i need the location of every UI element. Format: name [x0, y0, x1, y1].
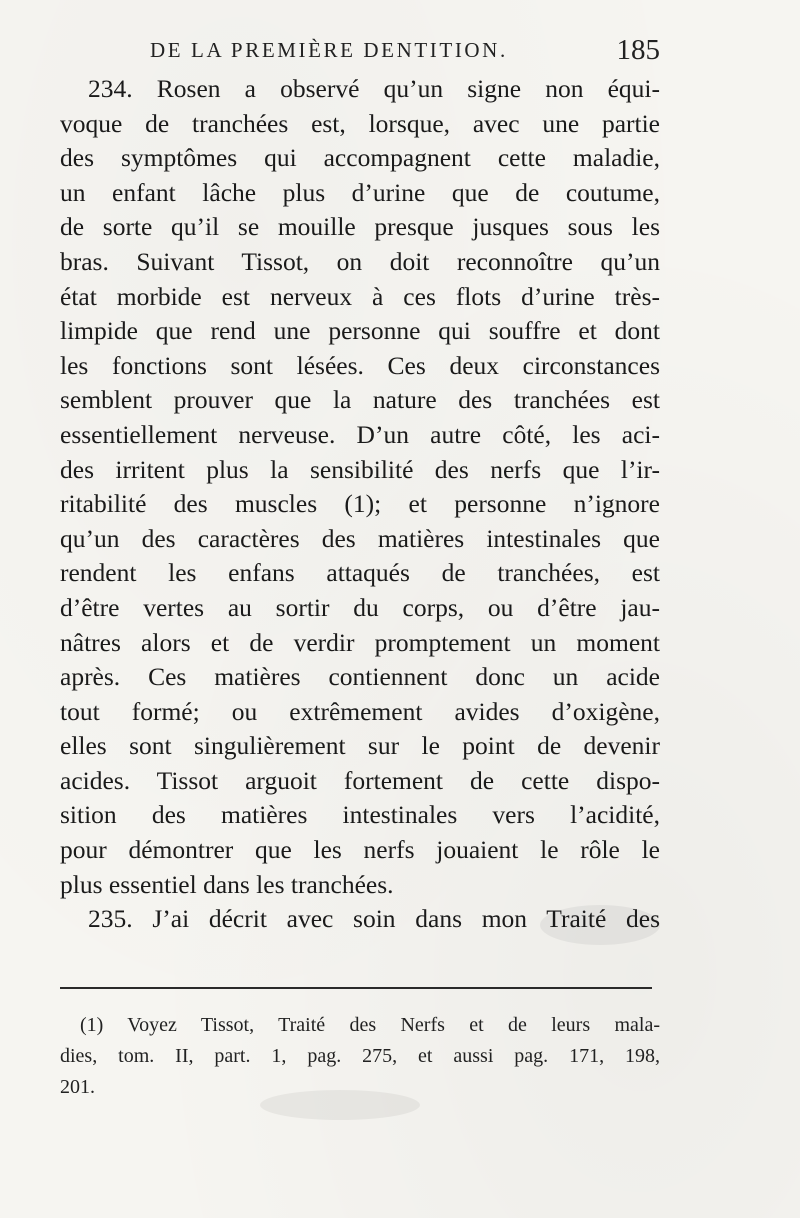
text-line: limpide que rend une personne qui souffre et dont	[60, 316, 660, 346]
text-line: après. Ces matières contiennent donc un acide	[60, 662, 660, 692]
text-line: nâtres alors et de verdir promptement un moment	[60, 627, 660, 657]
text-line: acides. Tissot arguoit fortement de cette dispo-	[60, 765, 660, 795]
text-line: un enfant lâche plus d’urine que de coutume,	[60, 177, 660, 207]
text-line: des irritent plus la sensibilité des nerfs que l’ir-	[60, 454, 660, 484]
text-line: état morbide est nerveux à ces flots d’urine très-	[60, 281, 660, 311]
text-line: plus essentiel dans les tranchées.	[60, 869, 394, 899]
running-head: DE LA PREMIÈRE DENTITION.	[150, 38, 508, 62]
footnote-line: 201.	[60, 1076, 95, 1098]
text-line: rendent les enfans attaqués de tranchées, est	[60, 558, 660, 588]
footnote-rule	[60, 987, 652, 989]
text-line: des symptômes qui accompagnent cette maladie,	[60, 143, 660, 173]
text-line: d’être vertes au sortir du corps, ou d’être jau-	[60, 592, 660, 622]
text-line: qu’un des caractères des matières intestinales que	[60, 523, 660, 553]
text-line: 234. Rosen a observé qu’un signe non équi-	[88, 74, 660, 103]
text-line: 235. J’ai décrit avec soin dans mon Traité des	[88, 904, 660, 934]
page-number: 185	[616, 34, 660, 66]
page-header	[150, 34, 660, 74]
text-line: tout formé; ou extrêmement avides d’oxigène,	[60, 696, 660, 726]
text-line: elles sont singulièrement sur le point de devenir	[60, 731, 660, 761]
footnotes	[60, 1010, 660, 1103]
text-line: de sorte qu’il se mouille presque jusques sous les	[60, 212, 660, 242]
footnote-line: (1) Voyez Tissot, Traité des Nerfs et de leurs mala-	[80, 1014, 660, 1036]
body-text	[60, 72, 660, 937]
text-line: les fonctions sont lésées. Ces deux circonstances	[60, 350, 660, 380]
text-line: pour démontrer que les nerfs jouaient le rôle le	[60, 835, 660, 865]
footnote-line: dies, tom. II, part. 1, pag. 275, et aussi pag. 171, 198,	[60, 1045, 660, 1067]
text-line: ritabilité des muscles (1); et personne n’ignore	[60, 489, 660, 519]
text-line: semblent prouver que la nature des tranchées est	[60, 385, 660, 415]
text-line: essentiellement nerveuse. D’un autre côté, les aci-	[60, 419, 660, 449]
text-line: bras. Suivant Tissot, on doit reconnoître qu’un	[60, 246, 660, 276]
text-line: sition des matières intestinales vers l’acidité,	[60, 800, 660, 830]
text-line: voque de tranchées est, lorsque, avec une partie	[60, 108, 660, 138]
